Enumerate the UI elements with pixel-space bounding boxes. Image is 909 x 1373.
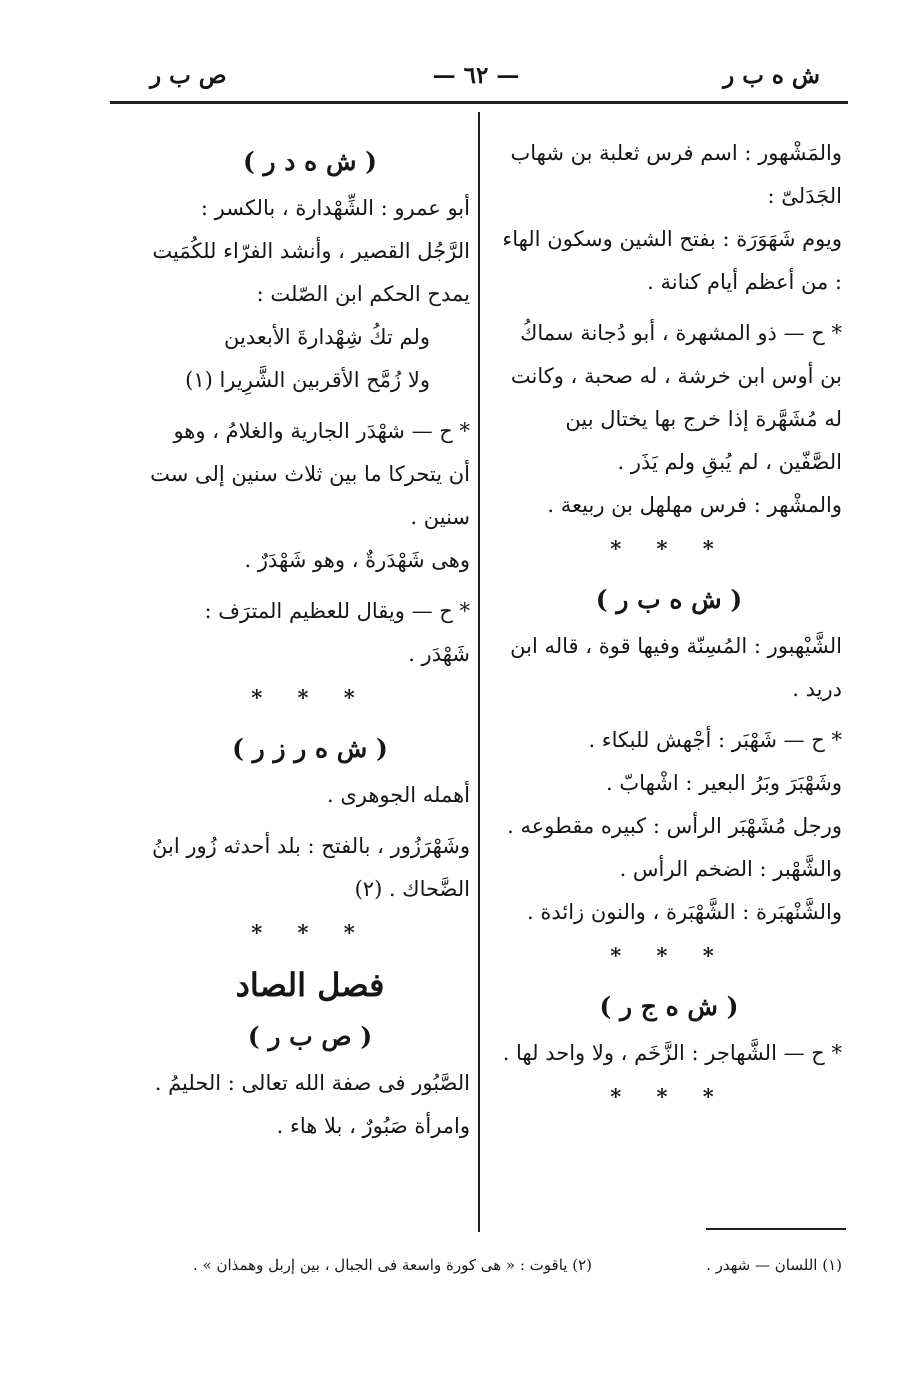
entry-shahrazur: وشَهْرَزُور ، بالفتح : بلد أحدثه زُور ابنُ الضَّحاك . (٢) [151, 834, 470, 901]
entry-shayhabur: الشَّيْهبور : المُسِنّة وفيها قوة ، قاله ابن دريد . [510, 634, 842, 701]
entry-shahdar: * ح — شهْدَر الجارية والغلامُ ، وهو أن يتحركا ما بين ثلاث سنين إلى ست سنين . [150, 419, 470, 529]
entry-mashhur: والمَشْهور : اسم فرس ثعلبة بن شهاب الجَدَلىّ : [510, 141, 842, 208]
entry-imraa-sabur: وامرأة صَبُورٌ ، بلا هاء . [276, 1114, 470, 1138]
footnote-2: (٢) ياقوت : « هى كورة واسعة فى الجبال ، بين إربل وهمذان » . [192, 1256, 592, 1274]
header-rule [110, 101, 848, 104]
separator-stars: * * * [251, 920, 369, 945]
entry-shahbar-dakhm: والشَّهْبر : الضخم الرأس . [619, 857, 842, 881]
separator-stars: * * * [251, 685, 369, 710]
entry-shahajir: * ح — الشَّهاجر : الزَّخَم ، ولا واحد لها . [502, 1041, 842, 1065]
verse-line-1: ولم تكُ شِهْدارةَ الأبعدين [223, 325, 430, 349]
entry-shahbar: * ح — شَهْبَر : أجْهش للبكاء . [588, 728, 842, 752]
left-column [150, 132, 470, 1148]
page-header [110, 62, 842, 98]
header-root-left: ص ب ر [150, 62, 227, 89]
entry-dhu-al-mushahhara: * ح — ذو المشهرة ، أبو دُجانة سماكُ بن أوس ابن خرشة ، له صحبة ، وكانت له مُشَهَّرة إذا خرج بها يختال بين الصَّفّين ، لم يُبقِ ولم يَذَر . [510, 321, 842, 474]
entry-shahbara-wabar: وشَهْبَرَ وبَرُ البعير : اشْهابّ . [606, 771, 842, 795]
entry-shihdara: أبو عمرو : الشِّهْدارة ، بالكسر : الرَّجُل القصير ، وأنشد الفرّاء للكُمَيت يمدح الحكم ابن الصّلت : [152, 196, 470, 306]
entry-sabur: الصَّبُور فى صفة الله تعالى : الحليمُ . [154, 1071, 470, 1095]
entry-yawm-shahwara: ويوم شَهَوَرَة : بفتح الشين وسكون الهاء : من أعظم أيام كنانة . [502, 227, 842, 294]
section-heading: فصل الصاد [235, 966, 385, 1004]
right-column [496, 132, 842, 1124]
header-root-right: ش ه ب ر [723, 62, 820, 89]
separator-stars: * * * [610, 943, 728, 968]
entry-shahdara: وهى شَهْدَرةٌ ، وهو شَهْدَرٌ . [244, 548, 470, 572]
verse-line-2: ولا زُمَّح الأقربين الشَّرِيرا (١) [185, 368, 430, 392]
entry-ahmalahu: أهمله الجوهرى . [326, 783, 470, 807]
root-title-shhdr: ( ش ه د ر ) [243, 147, 377, 176]
footnote-rule [706, 1228, 846, 1230]
footnotes [186, 1256, 842, 1286]
entry-mushahbar: ورجل مُشَهْبَر الرأس : كبيره مقطوعه . [507, 814, 842, 838]
root-title-shhjr: ( ش ه ج ر ) [599, 992, 739, 1021]
root-title-sbr: ( ص ب ر ) [247, 1022, 373, 1051]
column-divider [478, 112, 480, 1232]
page-number: — ٦٢ — [432, 62, 520, 89]
separator-stars: * * * [610, 1084, 728, 1109]
separator-stars: * * * [610, 536, 728, 561]
entry-shanhabara: والشَّنْهبَرة : الشَّهْبَرة ، والنون زائدة . [526, 900, 842, 924]
footnote-1: (١) اللسان — شهدر . [706, 1256, 842, 1274]
entry-mushhir: والمشْهر : فرس مهلهل بن ربيعة . [547, 493, 842, 517]
root-title-shhrzr: ( ش ه ر ز ر ) [232, 734, 388, 763]
entry-shahdar-mutraf: * ح — ويقال للعظيم المترَف : شَهْدَر . [204, 599, 470, 666]
root-title-shhbr: ( ش ه ب ر ) [595, 585, 743, 614]
